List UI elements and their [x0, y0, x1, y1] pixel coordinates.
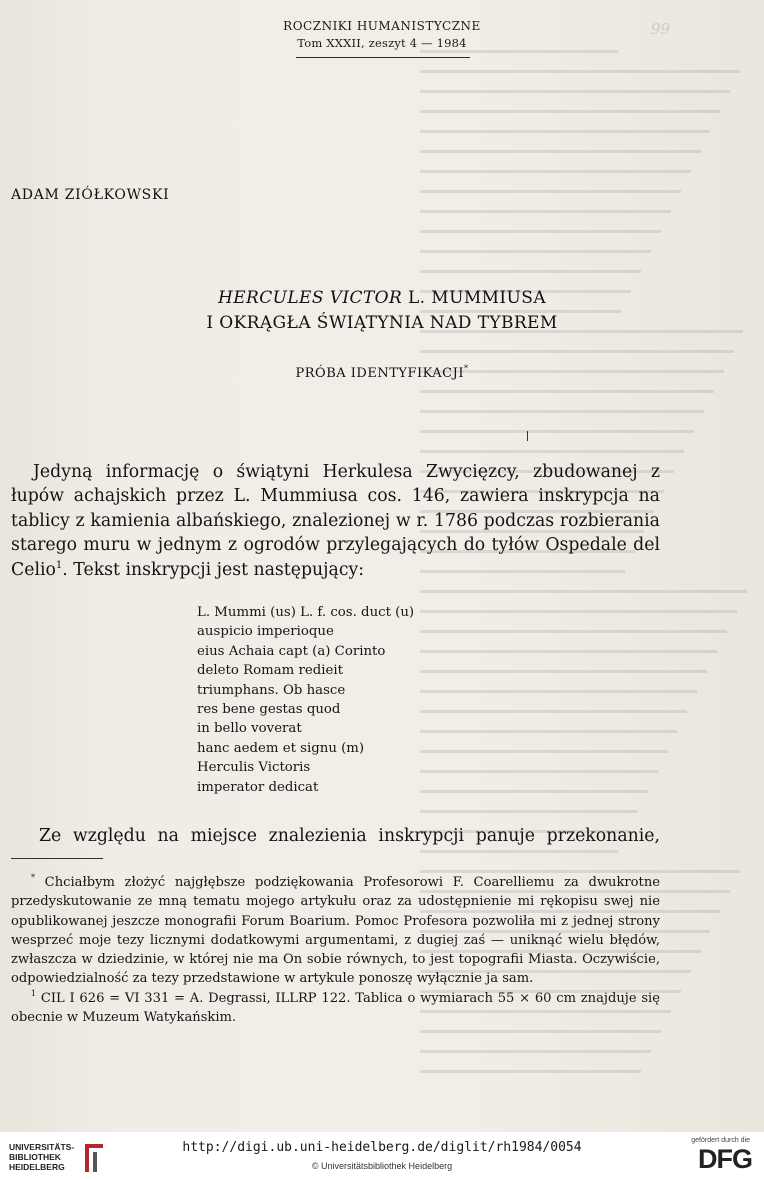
- show-through-line: [420, 170, 691, 173]
- margin-mark: [527, 431, 528, 441]
- show-through-line: [420, 190, 681, 193]
- show-through-line: [420, 1070, 641, 1073]
- inscription-line: in bello voverat: [197, 721, 302, 737]
- footnote-mark: *: [31, 873, 35, 882]
- article-subtitle: [0, 364, 764, 381]
- inscription-line: L. Mummi (us) L. f. cos. duct (u): [197, 605, 415, 620]
- show-through-line: [420, 610, 737, 613]
- footnotes: [11, 873, 660, 1027]
- show-through-line: [420, 650, 717, 653]
- article-title-line2: I OKRĄGŁA ŚWIĄTYNIA NAD TYBREM: [206, 313, 558, 333]
- show-through-line: [420, 210, 671, 213]
- footnote-rule: [11, 858, 103, 859]
- inscription-line: eius Achaia capt (a) Corinto: [197, 643, 386, 659]
- inscription-line: hanc aedem et signu (m): [197, 740, 365, 756]
- inscription-text: [197, 603, 414, 797]
- inscription-line: Herculis Victoris: [197, 760, 311, 776]
- dfg-logo[interactable]: DFG: [698, 1144, 752, 1174]
- subtitle-footnote-mark: *: [463, 364, 469, 373]
- show-through-line: [420, 1030, 661, 1033]
- inscription-line: imperator dedicat: [197, 779, 319, 795]
- footnote-text: CIL I 626 = VI 331 = A. Degrassi, ILLRP 122. Tablica o wymiarach 55 × 60 cm znajduje się obecnie w Muzeum Watykańskim.: [11, 990, 660, 1026]
- inscription-line: res bene gestas quod: [197, 702, 341, 718]
- show-through-line: [420, 90, 730, 93]
- footnote-mark: 1: [31, 988, 37, 998]
- show-through-line: [420, 350, 734, 353]
- paragraph-intro-tail: . Tekst inskrypcji jest następujący:: [62, 559, 365, 580]
- show-through-line: [420, 670, 707, 673]
- show-through-line: [420, 590, 747, 593]
- viewer-footer: [0, 1132, 764, 1180]
- show-through-line: [420, 810, 638, 813]
- title-rest: L. MUMMIUSA: [402, 288, 547, 308]
- footnote-acknowledgement: [11, 873, 660, 989]
- inscription-line: triumphans. Ob hasce: [197, 682, 346, 698]
- header-rule: [296, 57, 470, 58]
- show-through-line: [420, 710, 687, 713]
- show-through-line: [420, 430, 694, 433]
- show-through-line: [420, 230, 661, 233]
- subtitle-text: PRÓBA IDENTYFIKACJI: [295, 366, 464, 381]
- show-through-page-number: 99: [650, 20, 670, 38]
- show-through-line: [420, 70, 740, 73]
- footnote-text: Chciałbym złożyć najgłębsze podziękowania Profesorowi F. Coarelliemu za dwukrotne przedyskutowanie ze mną tematu mojego artykułu oraz za udostępnienie mi rękopisu swej nie opublikowanej jeszcze monografii Forum Boarium. Pomoc Profesora pozwoliła mi z jednej strony wesprzeć moje tezy licznymi dodatkowymi argumentami, z dugiej zaś — uniknąć wielu błędów, zwłaszcza w dziedzinie, w której nie ma On sobie równych, to jest topografii Miasta. Oczywiście, odpowiedzialność za tezy przedstawione w artykule ponoszę wyłącznie ja sam.: [11, 875, 660, 987]
- show-through-line: [420, 250, 651, 253]
- library-name-line: HEIDELBERG: [9, 1162, 65, 1172]
- footnote-ref-1: 1: [55, 559, 63, 571]
- show-through-line: [420, 850, 618, 853]
- library-name-line: BIBLIOTHEK: [9, 1152, 61, 1162]
- show-through-line: [420, 450, 684, 453]
- show-through-line: [420, 150, 701, 153]
- show-through-line: [420, 130, 710, 133]
- article-title-line1: [0, 288, 764, 308]
- footnote-1: [11, 989, 660, 1028]
- show-through-line: [420, 1050, 651, 1053]
- library-name-line: UNIVERSITÄTS-: [9, 1142, 75, 1152]
- show-through-line: [420, 390, 714, 393]
- show-through-line: [420, 50, 618, 53]
- show-through-line: [420, 790, 648, 793]
- show-through-line: [420, 690, 697, 693]
- funding-label: gefördert durch die: [691, 1137, 750, 1144]
- title-italic: HERCULES VICTOR: [217, 288, 403, 308]
- permalink-url[interactable]: http://digi.ub.uni-heidelberg.de/diglit/rh1984/0054: [182, 1140, 582, 1155]
- journal-title: ROCZNIKI HUMANISTYCZNE: [283, 19, 481, 33]
- inscription-line: deleto Romam redieit: [197, 663, 343, 679]
- show-through-line: [420, 630, 727, 633]
- show-through-line: [420, 730, 677, 733]
- paragraph-intro: [11, 460, 660, 582]
- copyright-notice: © Universitätsbibliothek Heidelberg: [311, 1161, 453, 1171]
- show-through-line: [420, 770, 658, 773]
- inscription-line: auspicio imperioque: [197, 624, 334, 640]
- show-through-line: [420, 410, 704, 413]
- show-through-line: [420, 110, 720, 113]
- paragraph-intro-text: Jedyną informację o świątyni Herkulesa Zwycięzcy, zbudowanej z łupów achajskich przez L. Mummiusa cos. 146, zawiera inskrypcja na tablicy z kamienia albańskiego, znalezionej w r. 1786 podczas rozbierania starego muru w jednym z ogrodów przylegających do tyłów Ospedale del Celio: [11, 462, 660, 580]
- paragraph-continuation: Ze względu na miejsce znalezienia inskrypcji panuje przekonanie,: [39, 826, 660, 846]
- show-through-line: [420, 270, 641, 273]
- show-through-line: [420, 750, 668, 753]
- issue-info: Tom XXXII, zeszyt 4 — 1984: [297, 36, 467, 50]
- author-name: ADAM ZIÓŁKOWSKI: [11, 187, 170, 203]
